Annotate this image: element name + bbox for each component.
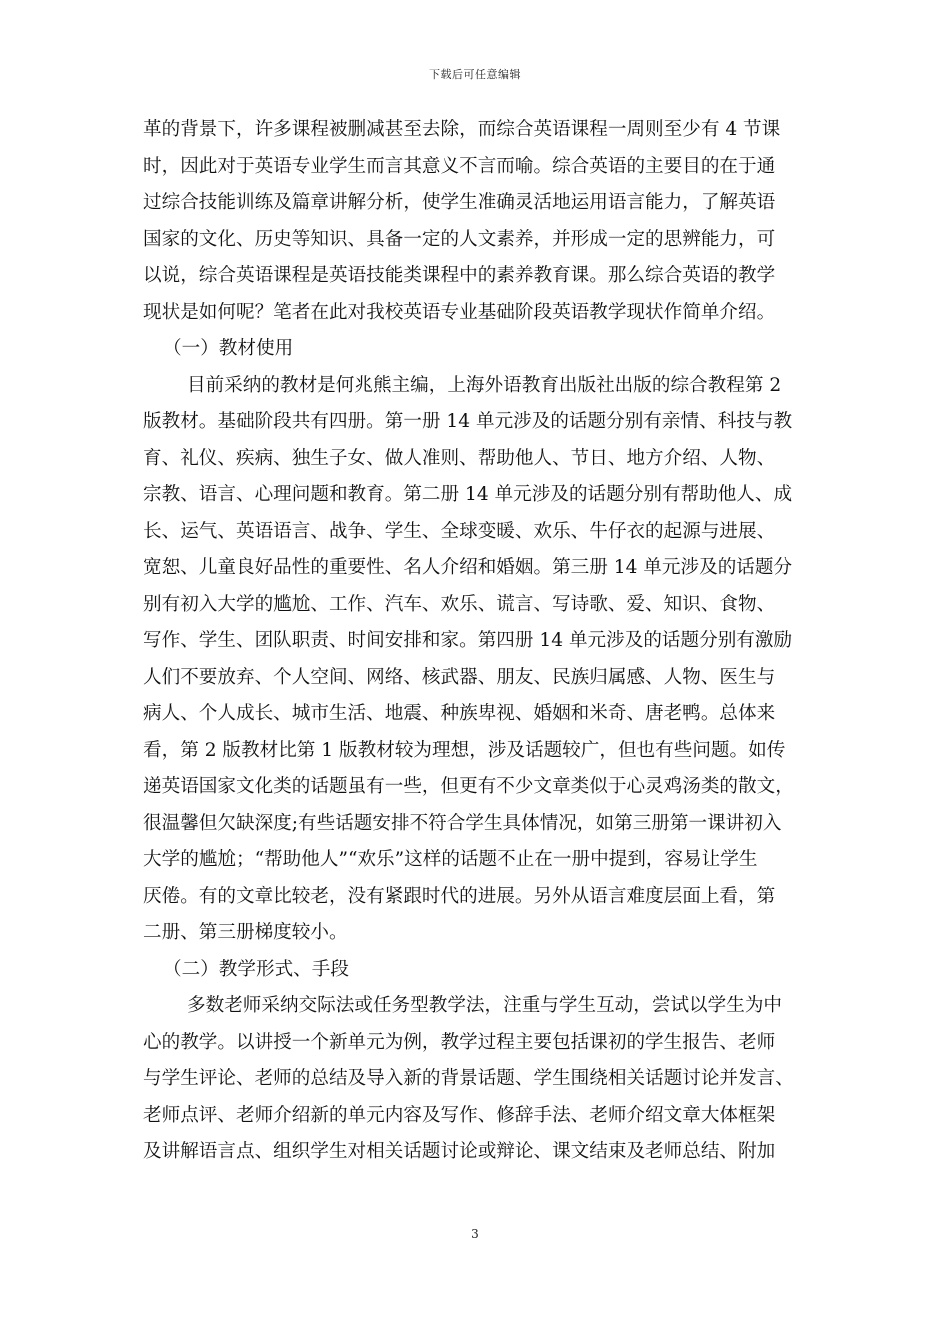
paragraph-first-line: 目前采纳的教材是何兆熊主编，上海外语教育出版社出版的综合教程第 2 bbox=[187, 374, 782, 396]
text-line: 别有初入大学的尴尬、工作、汽车、欢乐、谎言、写诗歌、爱、知识、食物、 bbox=[143, 593, 776, 615]
text-line: 二册、第三册梯度较小。 bbox=[143, 922, 348, 943]
text-line: 病人、个人成长、城市生活、地震、种族卑视、婚姻和米奇、唐老鸭。总体来 bbox=[143, 703, 776, 724]
text-line: 长、运气、英语语言、战争、学生、全球变暖、欢乐、牛仔衣的起源与进展、 bbox=[143, 520, 776, 542]
text-line: 递英语国家文化类的话题虽有一些，但更有不少文章类似于心灵鸡汤类的散文， bbox=[143, 776, 794, 797]
text-line: 革的背景下，许多课程被删减甚至去除，而综合英语课程一周则至少有 4 节课 bbox=[143, 119, 781, 140]
text-line: 老师点评、老师介绍新的单元内容及写作、修辞手法、老师介绍文章大体框架 bbox=[143, 1104, 776, 1126]
paragraph-first-line: 多数老师采纳交际法或任务型教学法，注重与学生互动，尝试以学生为中 bbox=[187, 995, 783, 1016]
text-line: 写作、学生、团队职责、时间安排和家。第四册 14 单元涉及的话题分别有激励 bbox=[143, 630, 793, 651]
page-header: 下载后可任意编辑 bbox=[429, 68, 521, 81]
text-line: 国家的文化、历史等知识、具备一定的人文素养，并形成一定的思辨能力，可 bbox=[143, 228, 776, 250]
text-line: 很温馨但欠缺深度;有些话题安排不符合学生具体情况，如第三册第一课讲初入 bbox=[143, 812, 782, 834]
text-line: 与学生评论、老师的总结及导入新的背景话题、学生围绕相关话题讨论并发言、 bbox=[143, 1068, 794, 1089]
text-line: 版教材。基础阶段共有四册。第一册 14 单元涉及的话题分别有亲情、科技与教 bbox=[143, 411, 793, 432]
text-line: 以说，综合英语课程是英语技能类课程中的素养教育课。那么综合英语的教学 bbox=[143, 265, 776, 286]
text-line: 过综合技能训练及篇章讲解分析，使学生准确灵活地运用语言能力，了解英语 bbox=[143, 192, 776, 213]
text-line: 看，第 2 版教材比第 1 版教材较为理想，涉及话题较广，但也有些问题。如传 bbox=[143, 739, 786, 761]
text-line: 宽恕、儿童良好品性的重要性、名人介绍和婚姻。第三册 14 单元涉及的话题分 bbox=[143, 557, 793, 578]
section-heading: （一）教材使用 bbox=[163, 338, 294, 359]
text-line: 现状是如何呢？笔者在此对我校英语专业基础阶段英语教学现状作简单介绍。 bbox=[143, 301, 776, 323]
text-line: 时，因此对于英语专业学生而言其意义不言而喻。综合英语的主要目的在于通 bbox=[143, 155, 776, 177]
body-text bbox=[143, 112, 809, 1171]
text-line: 人们不要放弃、个人空间、网络、核武器、朋友、民族归属感、人物、医生与 bbox=[143, 666, 776, 688]
text-line: 育、礼仪、疾病、独生子女、做人准则、帮助他人、节日、地方介绍、人物、 bbox=[143, 447, 776, 469]
page-number: 3 bbox=[471, 1227, 479, 1241]
text-line: 宗教、语言、心理问题和教育。第二册 14 单元涉及的话题分别有帮助他人、成 bbox=[143, 484, 793, 505]
text-line: 大学的尴尬；“帮助他人”“欢乐”这样的话题不止在一册中提到，容易让学生 bbox=[143, 849, 758, 870]
text-line: 心的教学。以讲授一个新单元为例，教学过程主要包括课初的学生报告、老师 bbox=[143, 1031, 776, 1053]
text-line: 厌倦。有的文章比较老，没有紧跟时代的进展。另外从语言难度层面上看，第 bbox=[143, 885, 776, 907]
section-heading: （二）教学形式、手段 bbox=[163, 958, 349, 980]
text-line: 及讲解语言点、组织学生对相关话题讨论或辩论、课文结束及老师总结、附加 bbox=[143, 1141, 776, 1162]
